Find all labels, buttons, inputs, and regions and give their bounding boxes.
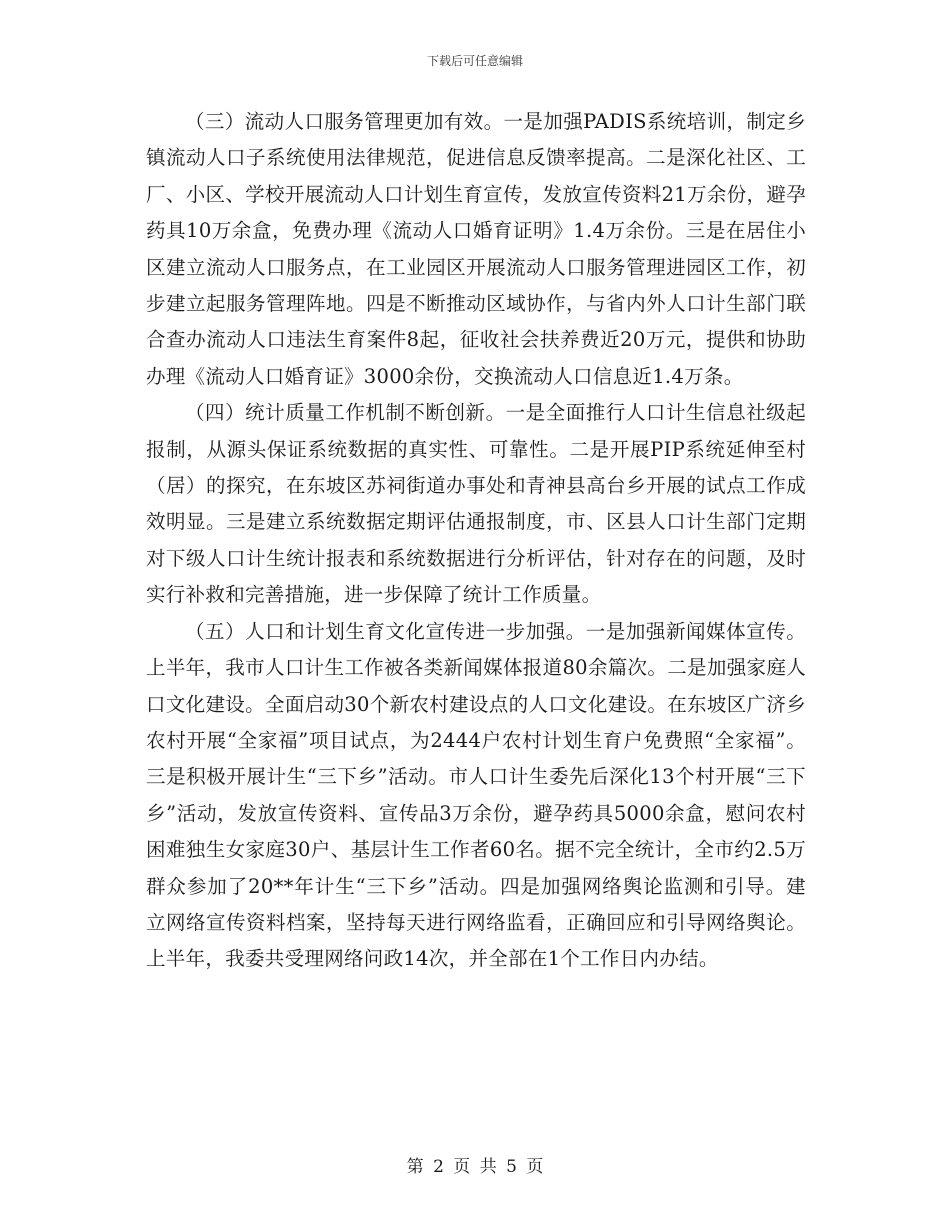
- paragraph-statistics-quality: （四）统计质量工作机制不断创新。一是全面推行人口计生信息社级起报制，从源头保证系统数据的真实性、可靠性。二是开展PIP系统延伸至村（居）的探究，在东坡区苏祠街道办事处和青神县高台乡开展的试点工作成效明显。三是建立系统数据定期评估通报制度，市、区县人口计生部门定期对下级人口计生统计报表和系统数据进行分析评估，针对存在的问题，及时实行补救和完善措施，进一步保障了统计工作质量。: [146, 401, 806, 607]
- page-number-footer: 第 2 页 共 5 页: [406, 1157, 544, 1177]
- document-body: [146, 104, 806, 978]
- paragraph-culture-publicity: （五）人口和计划生育文化宣传进一步加强。一是加强新闻媒体宣传。上半年，我市人口计生工作被各类新闻媒体报道80余篇次。二是加强家庭人口文化建设。全面启动30个新农村建设点的人口文化建设。在东坡区广济乡农村开展“全家福”项目试点，为2444户农村计划生育户免费照“全家福”。三是积极开展计生“三下乡”活动。市人口计生委先后深化13个村开展“三下乡”活动，发放宣传资料、宣传品3万余份，避孕药具5000余盒，慰问农村困难独生女家庭30户、基层计生工作者60名。据不完全统计，全市约2.5万群众参加了20**年计生“三下乡”活动。四是加强网络舆论监测和引导。建立网络宣传资料档案，坚持每天进行网络监看，正确回应和引导网络舆论。上半年，我委共受理网络问政14次，并全部在1个工作日内办结。: [146, 619, 806, 971]
- paragraph-migrant-population: （三）流动人口服务管理更加有效。一是加强PADIS系统培训，制定乡镇流动人口子系统使用法律规范，促进信息反馈率提高。二是深化社区、工厂、小区、学校开展流动人口计划生育宣传，发放宣传资料21万余份，避孕药具10万余盒，免费办理《流动人口婚育证明》1.4万余份。三是在居住小区建立流动人口服务点，在工业园区开展流动人口服务管理进园区工作，初步建立起服务管理阵地。四是不断推动区域协作，与省内外人口计生部门联合查办流动人口违法生育案件8起，征收社会扶养费近20万元，提供和协助办理《流动人口婚育证》3000余份，交换流动人口信息近1.4万条。: [146, 110, 806, 388]
- page-header: 下载后可任意编辑: [426, 54, 523, 68]
